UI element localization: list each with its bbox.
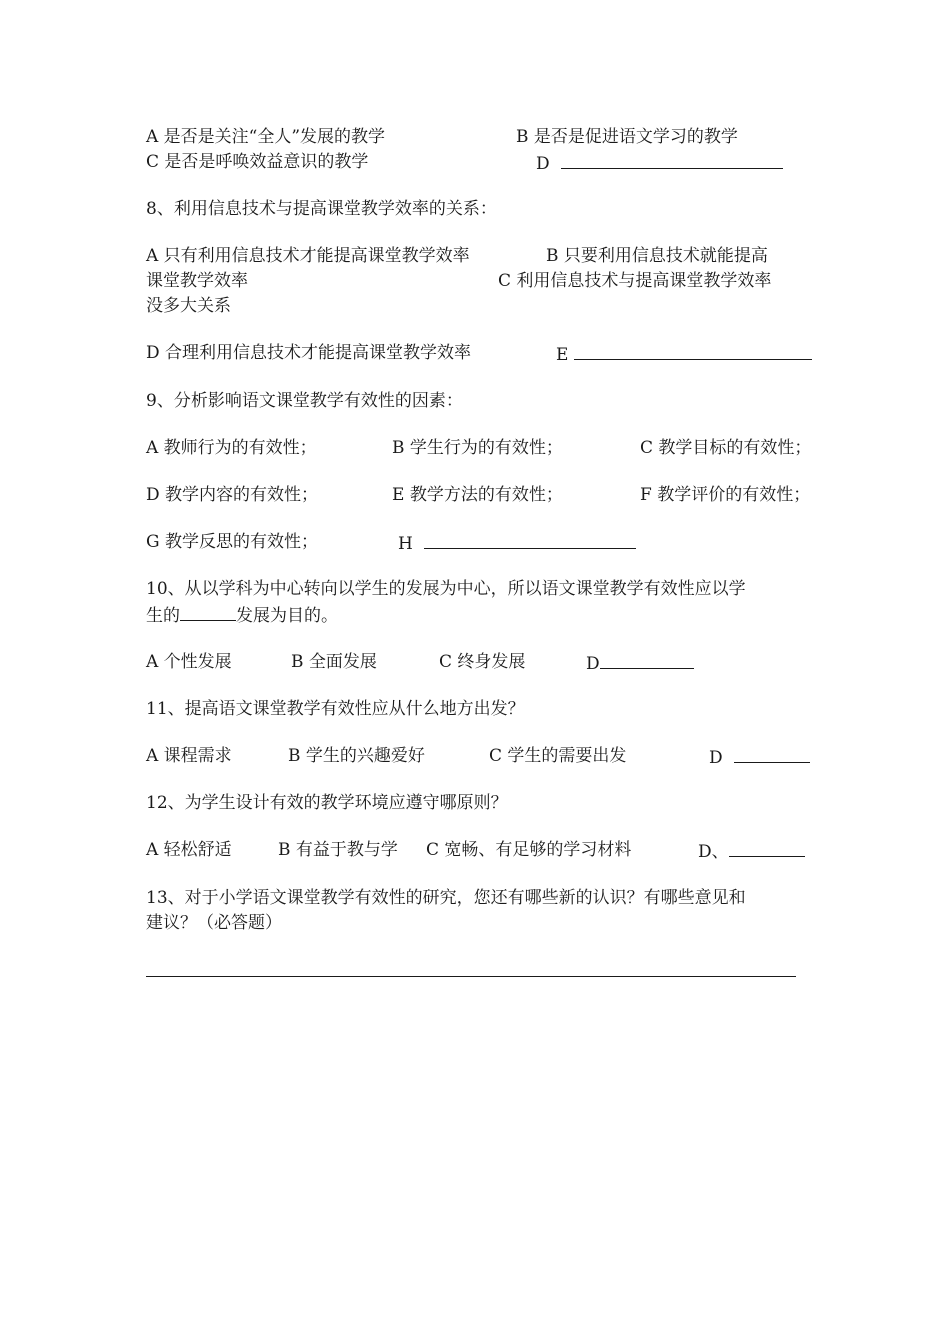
q7-option-b: B 是否是促进语文学习的教学 [516, 127, 738, 147]
q9-option-b: B 学生行为的有效性； [392, 438, 563, 458]
q8-option-e [556, 341, 812, 367]
q11-option-d-blank[interactable] [734, 744, 810, 763]
q7-option-c: C 是否是呼唤效益意识的教学 [146, 152, 369, 172]
q8-option-e-blank[interactable] [574, 341, 812, 360]
q8-option-a: A 只有利用信息技术才能提高课堂教学效率 [146, 246, 470, 266]
q12-option-a: A 轻松舒适 [146, 840, 232, 860]
q10-question-line2 [146, 602, 338, 628]
q7-option-d-label: D [536, 154, 550, 174]
q8-option-d: D 合理利用信息技术才能提高课堂教学效率 [146, 343, 472, 363]
q9-option-a: A 教师行为的有效性； [146, 438, 317, 458]
q10-option-d-blank[interactable] [600, 650, 694, 669]
q12-option-b: B 有益于教与学 [278, 840, 398, 860]
q12-option-d-blank[interactable] [729, 838, 805, 857]
q8-option-b: B 只要利用信息技术就能提高 [546, 246, 768, 266]
q12-option-d [698, 838, 805, 864]
q11-option-d-label: D [709, 748, 723, 768]
q7-option-d-blank[interactable] [561, 150, 783, 169]
q13-answer-line[interactable] [146, 976, 796, 977]
q9-option-g: G 教学反思的有效性； [146, 532, 318, 552]
q7-option-a: A 是否是关注“全人”发展的教学 [146, 127, 386, 147]
q10-option-d [586, 650, 694, 676]
q10-option-a: A 个性发展 [146, 652, 232, 672]
q11-question: 11、提高语文课堂教学有效性应从什么地方出发？ [146, 699, 525, 719]
q9-option-h-blank[interactable] [424, 530, 636, 549]
q9-option-d: D 教学内容的有效性； [146, 485, 319, 505]
q9-option-c: C 教学目标的有效性； [640, 438, 812, 458]
q8-option-b-cont: 课堂教学效率 [146, 271, 248, 291]
q10-question-line1: 10、从以学科为中心转向以学生的发展为中心，所以语文课堂教学有效性应以学 [146, 579, 746, 599]
q9-option-h-label: H [398, 534, 413, 554]
q10-question-post: 发展为目的。 [236, 606, 338, 626]
q11-option-d [709, 744, 810, 770]
q9-option-f: F 教学评价的有效性； [640, 485, 811, 505]
q10-option-c: C 终身发展 [439, 652, 526, 672]
q10-option-b: B 全面发展 [291, 652, 377, 672]
q11-option-a: A 课程需求 [146, 746, 232, 766]
q10-question-pre: 生的 [146, 606, 180, 626]
q11-option-b: B 学生的兴趣爱好 [288, 746, 425, 766]
q7-option-d [536, 150, 783, 176]
q9-option-h [398, 530, 636, 556]
q9-option-e: E 教学方法的有效性； [392, 485, 563, 505]
q8-option-c-cont: 没多大关系 [146, 296, 231, 316]
q11-option-c: C 学生的需要出发 [489, 746, 627, 766]
q12-question: 12、为学生设计有效的教学环境应遵守哪原则？ [146, 793, 508, 813]
q12-option-c: C 宽畅、有足够的学习材料 [426, 840, 632, 860]
q13-question-line1: 13、对于小学语文课堂教学有效性的研究，您还有哪些新的认识？有哪些意见和 [146, 888, 746, 908]
q9-question: 9、分析影响语文课堂教学有效性的因素： [146, 391, 463, 411]
q10-question-blank[interactable] [180, 602, 236, 621]
q8-option-c: C 利用信息技术与提高课堂教学效率 [498, 271, 772, 291]
q10-option-d-label: D [586, 654, 600, 674]
q8-option-e-label: E [556, 345, 569, 365]
q13-question-line2: 建议？（必答题） [146, 913, 282, 933]
q12-option-d-label: D、 [698, 842, 729, 862]
q8-question: 8、利用信息技术与提高课堂教学效率的关系： [146, 199, 497, 219]
